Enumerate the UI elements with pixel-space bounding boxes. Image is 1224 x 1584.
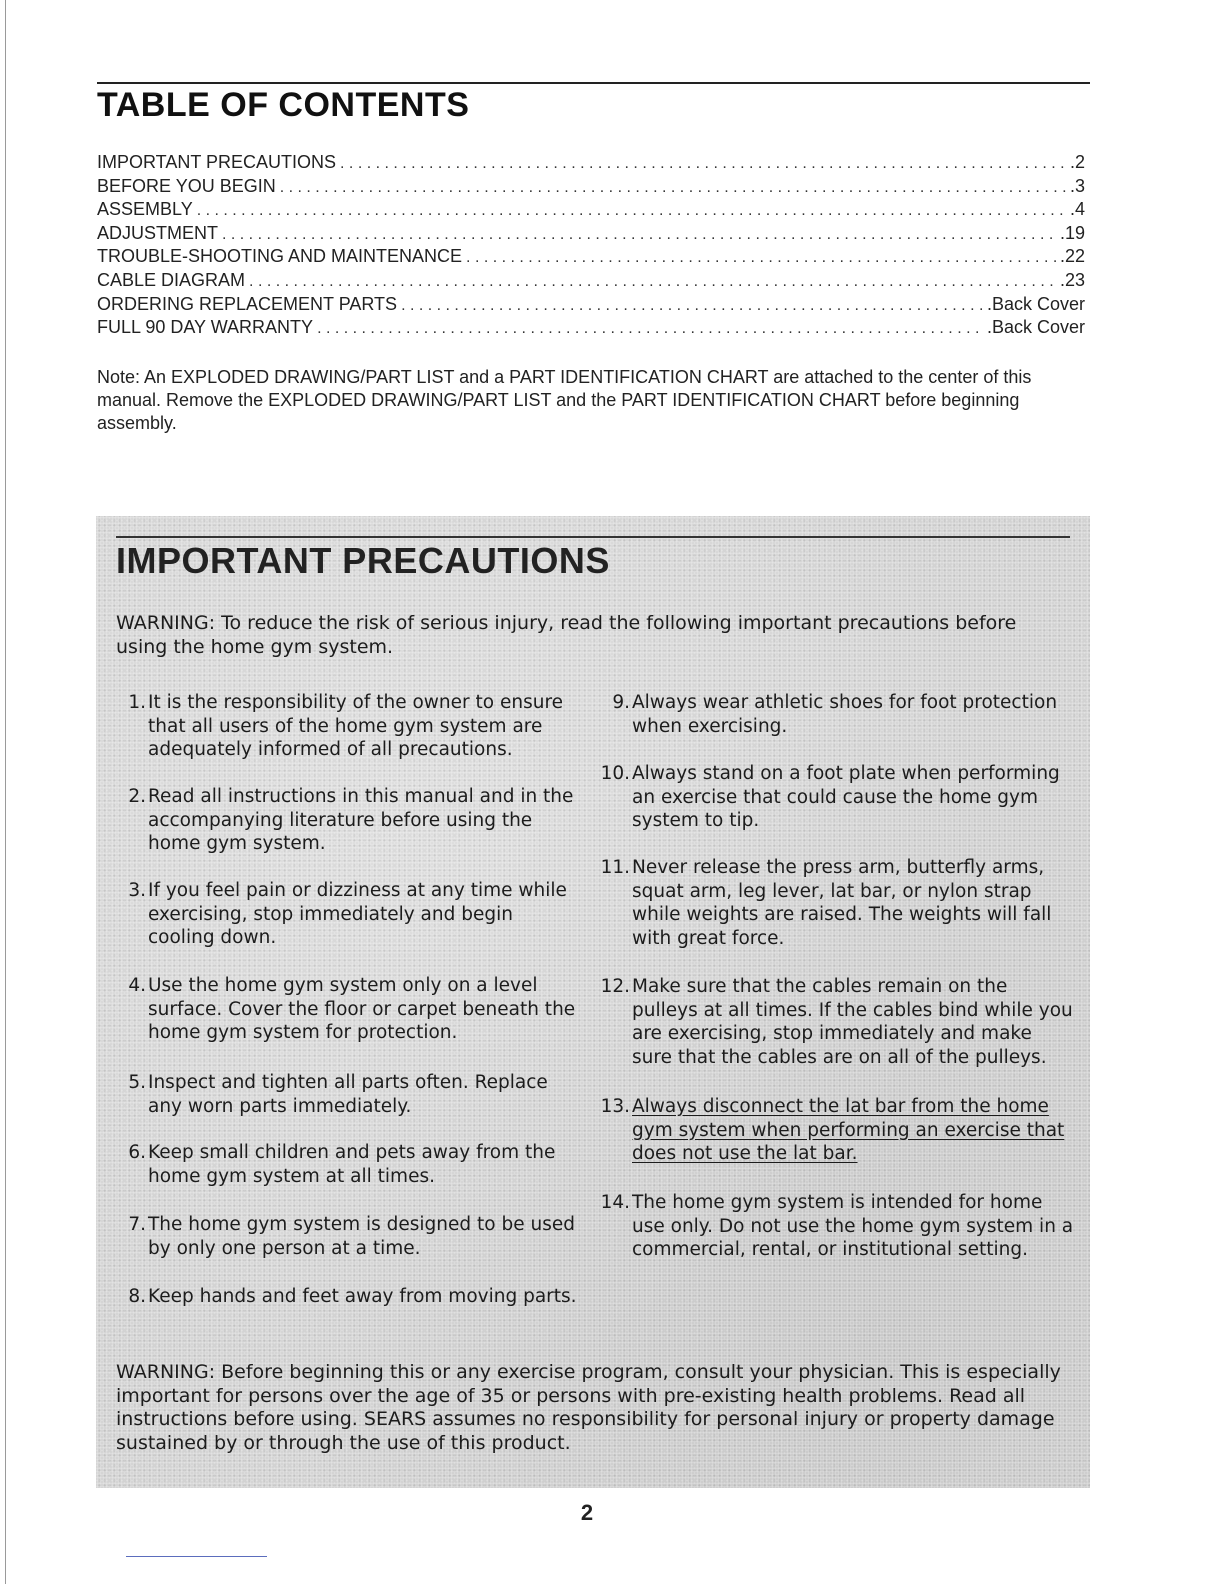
precaution-item	[594, 691, 1074, 738]
precaution-item	[110, 691, 580, 762]
precaution-item	[594, 762, 1074, 833]
precaution-number: 7.	[128, 1214, 146, 1235]
precaution-number: 1.	[128, 692, 146, 713]
toc-entry[interactable]	[97, 199, 1085, 223]
toc-leader-dots	[280, 179, 1066, 197]
precaution-text: Inspect and tighten all parts often. Replace any worn parts immediately.	[148, 1072, 548, 1117]
toc-entry-label: CABLE DIAGRAM	[97, 269, 246, 290]
precaution-item	[110, 785, 580, 856]
precaution-text: Keep small children and pets away from the home gym system at all times.	[148, 1142, 556, 1187]
precaution-text: The home gym system is intended for home use only. Do not use the home gym system in a commercial, rental, or institutional setting.	[632, 1192, 1074, 1260]
precaution-text: It is the responsibility of the owner to ensure that all users of the home gym system are adequately informed of all precautions.	[148, 692, 564, 760]
toc-entry-label: BEFORE YOU BEGIN	[97, 175, 276, 196]
precaution-number: 8.	[128, 1286, 146, 1307]
toc-entry[interactable]	[97, 246, 1085, 270]
precaution-item	[110, 1071, 580, 1118]
precaution-item	[110, 879, 580, 950]
scan-edge	[5, 0, 6, 1584]
precaution-text: Keep hands and feet away from moving parts.	[148, 1286, 577, 1307]
toc-entry-label: TROUBLE-SHOOTING AND MAINTENANCE	[97, 246, 463, 267]
toc-entry-label: IMPORTANT PRECAUTIONS	[97, 152, 337, 172]
toc-entry-page: .Back Cover	[986, 293, 1085, 314]
page-number: 2	[580, 1500, 594, 1525]
footer-rule	[126, 1556, 267, 1557]
precaution-text: Use the home gym system only on a level surface. Cover the floor or carpet beneath the home gym system for protection.	[148, 975, 576, 1043]
toc-leader-dots	[340, 155, 1066, 173]
toc-entry-page: .3	[1069, 175, 1085, 196]
precaution-text: If you feel pain or dizziness at any time while exercising, stop immediately and begin cooling down.	[148, 880, 567, 948]
precautions-panel	[96, 516, 1090, 1488]
toc-entry-page: .23	[1059, 269, 1085, 290]
precaution-item	[594, 975, 1074, 1069]
precaution-text-underlined: Always disconnect the lat bar from the home gym system when performing an exercise that does not use the lat bar.	[632, 1096, 1065, 1164]
toc-leader-dots	[466, 249, 1056, 267]
precaution-item	[594, 856, 1074, 950]
warning-top: WARNING: To reduce the risk of serious injury, read the following important precautions before using the home gym system.	[116, 612, 1017, 658]
toc-entry[interactable]	[97, 176, 1085, 200]
precaution-text: Never release the press arm, butterfly arms, squat arm, leg lever, lat bar, or nylon strap while weights are raised. The weights will fall with great force.	[632, 857, 1052, 949]
precautions-title: IMPORTANT PRECAUTIONS	[116, 540, 610, 581]
toc-entry-label: ADJUSTMENT	[97, 222, 218, 243]
toc-leader-dots	[197, 202, 1066, 220]
precaution-number: 12.	[600, 976, 630, 997]
precaution-number: 6.	[128, 1142, 146, 1163]
toc-entry[interactable]	[97, 317, 1085, 341]
precaution-number: 3.	[128, 880, 146, 901]
precaution-number: 10.	[600, 763, 630, 784]
toc-leader-dots	[222, 226, 1056, 244]
toc-leader-dots	[317, 320, 983, 338]
toc-entry[interactable]	[97, 270, 1085, 294]
precaution-number: 5.	[128, 1072, 146, 1093]
toc-list	[97, 152, 1085, 341]
toc-entry-label: ORDERING REPLACEMENT PARTS	[97, 293, 398, 314]
toc-entry-page: .Back Cover	[986, 317, 1085, 338]
precaution-number: 11.	[600, 857, 630, 878]
toc-note: Note: An EXPLODED DRAWING/PART LIST and a PART IDENTIFICATION CHART are attached to the center of this manual. Remove the EXPLODED DRAWING/PART LIST and the PART IDENTIFICATION CHART before beginning assembly.	[97, 367, 1032, 433]
precaution-number: 4.	[128, 975, 146, 996]
precaution-item	[110, 1285, 580, 1309]
toc-leader-dots	[249, 273, 1056, 291]
precaution-text: Always wear athletic shoes for foot protection when exercising.	[632, 692, 1058, 737]
toc-entry-page: .2	[1069, 152, 1085, 172]
precaution-number: 2.	[128, 786, 146, 807]
toc-entry-label: FULL 90 DAY WARRANTY	[97, 317, 314, 338]
toc-entry[interactable]	[97, 223, 1085, 247]
toc-entry-label: ASSEMBLY	[97, 199, 193, 220]
toc-entry[interactable]	[97, 152, 1085, 176]
precaution-text: Always stand on a foot plate when performing an exercise that could cause the home gym system to tip.	[632, 763, 1060, 831]
toc-entry-page: .22	[1059, 246, 1085, 267]
precaution-item	[110, 1213, 580, 1260]
toc-entry-page: .4	[1069, 199, 1085, 220]
precaution-item	[110, 1141, 580, 1188]
precaution-item	[594, 1095, 1074, 1166]
precaution-text: The home gym system is designed to be used by only one person at a time.	[148, 1214, 575, 1259]
precaution-number: 9.	[612, 692, 630, 713]
toc-entry[interactable]	[97, 294, 1085, 318]
warning-bottom: WARNING: Before beginning this or any exercise program, consult your physician. This is especially important for persons over the age of 35 or persons with pre-existing health problems. Read all instructions before using. SEARS assumes no responsibility for personal injury or property damage sustained by or through the use of this product.	[116, 1361, 1061, 1454]
toc-top-rule	[97, 82, 1090, 84]
precaution-text: Make sure that the cables remain on the pulleys at all times. If the cables bind while you are exercising, stop immediately and make sure that the cables are on all of the pulleys.	[632, 976, 1073, 1068]
precaution-item	[110, 974, 580, 1045]
toc-leader-dots	[401, 297, 983, 315]
toc-title: TABLE OF CONTENTS	[97, 86, 470, 124]
precaution-text: Read all instructions in this manual and in the accompanying literature before using the home gym system.	[148, 786, 574, 854]
precaution-number: 14.	[600, 1192, 630, 1213]
toc-entry-page: .19	[1059, 222, 1085, 243]
precaution-item	[594, 1191, 1074, 1262]
precaution-number: 13.	[600, 1096, 630, 1117]
precautions-rule	[116, 536, 1070, 538]
